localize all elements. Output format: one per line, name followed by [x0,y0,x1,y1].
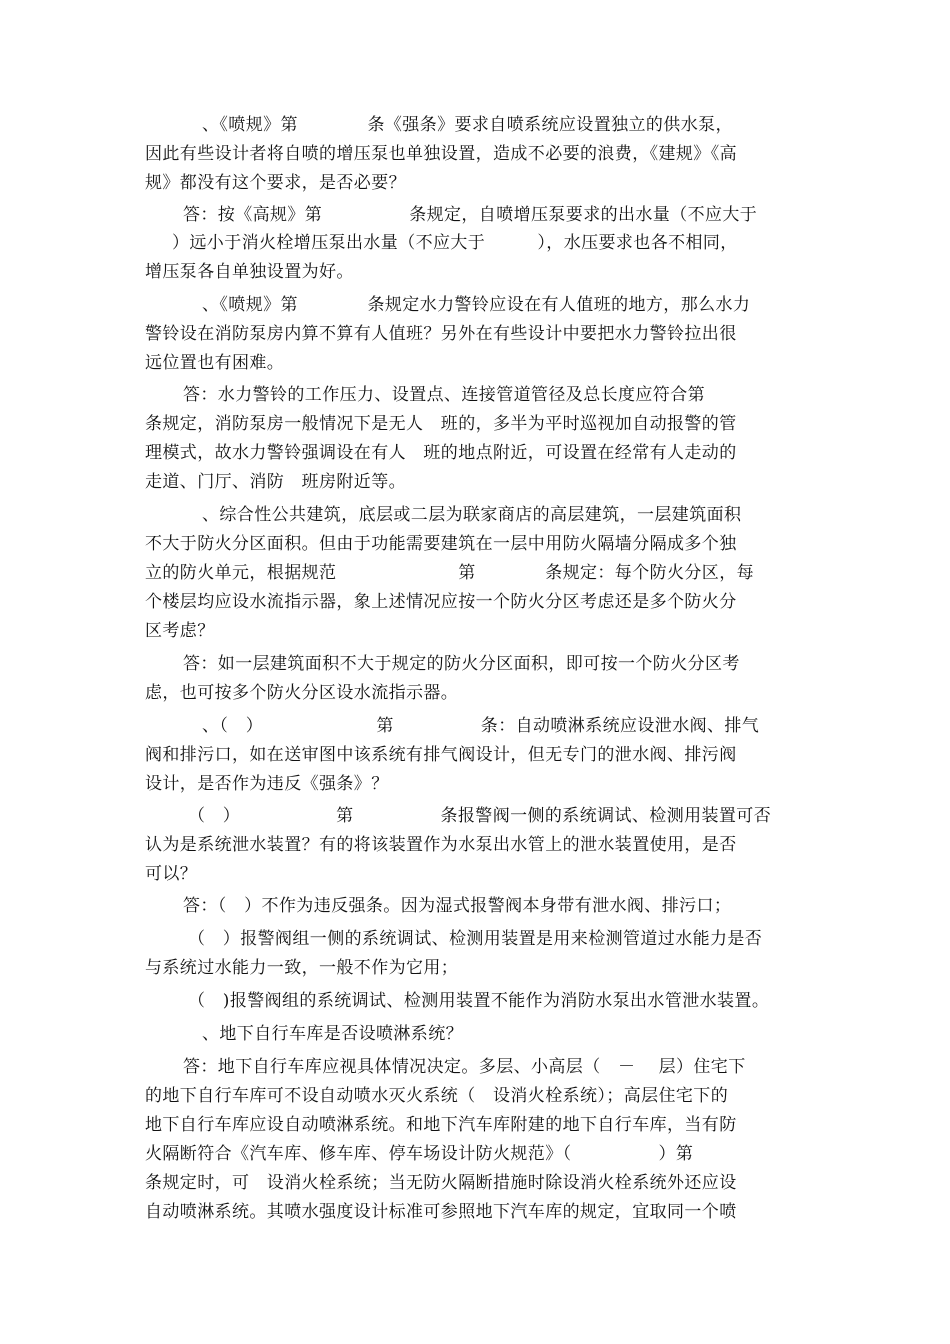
question-4-line-2: 阀和排污口，如在送审图中该系统有排气阀设计，但无专门的泄水阀、排污阀 [145,745,737,765]
answer-2-line-2: 条规定，消防泵房一般情况下是无人 班的，多半为平时巡视加自动报警的管 [145,414,737,434]
answer-2-line-4: 走道、门厅、消防 班房附近等。 [145,472,406,492]
question-3-line-4: 个楼层均应设水流指示器，象上述情况应按一个防火分区考虑还是多个防火分 [145,592,737,612]
answer-5-line-5: 条规定时，可 设消火栓系统；当无防火隔断措施时除设消火栓系统外还应设 [145,1173,737,1193]
answer-4-line-2: （ ）报警阀组一侧的系统调试、检测用装置是用来检测管道过水能力是否 [188,929,763,949]
question-2-line-2: 警铃设在消防泵房内算不算有人值班？另外在有些设计中要把水力警铃拉出很 [145,324,737,344]
answer-5-line-3: 地下自行车库应设自动喷淋系统。和地下汽车库附建的地下自行车库，当有防 [145,1115,737,1135]
question-1-line-2: 因此有些设计者将自喷的增压泵也单独设置，造成不必要的浪费，《建规》《高 [145,144,737,164]
question-5-line-1: 、地下自行车库是否设喷淋系统？ [202,1024,463,1044]
question-4-line-1: 、（ ） 第 条：自动喷淋系统应设泄水阀、排气 [202,716,760,736]
answer-5-line-6: 自动喷淋系统。其喷水强度设计标准可参照地下汽车库的规定，宜取同一个喷 [145,1202,737,1222]
answer-4-line-3: 与系统过水能力一致，一般不作为它用； [145,958,459,978]
question-3-line-1: 、综合性公共建筑，底层或二层为联家商店的高层建筑，一层建筑面积 [202,505,742,525]
answer-4-line-1: 答：（ ）不作为违反强条。因为湿式报警阀本身带有泄水阀、排污口； [183,896,732,916]
question-4-line-4: （ ） 第 条报警阀一侧的系统调试、检测用装置可否 [188,806,772,826]
answer-1-line-3: 增压泵各自单独设置为好。 [145,262,354,282]
answer-2-line-1: 答：水力警铃的工作压力、设置点、连接管道管径及总长度应符合第 [183,385,705,405]
question-2-line-1: 、《喷规》第 条规定水力警铃应设在有人值班的地方，那么水力 [202,295,751,315]
question-4-line-3: 设计，是否作为违反《强条》？ [145,774,389,794]
question-4-line-5: 认为是系统泄水装置？有的将该装置作为水泵出水管上的泄水装置使用，是否 [145,835,737,855]
answer-5-line-4: 火隔断符合《汽车库、修车库、停车场设计防火规范》（ ）第 [145,1144,694,1164]
question-1-line-3: 规》都没有这个要求，是否必要？ [145,173,406,193]
answer-4-line-4: （ )报警阀组的系统调试、检测用装置不能作为消防水泵出水管泄水装置。 [188,991,770,1011]
answer-3-line-1: 答：如一层建筑面积不大于规定的防火分区面积，即可按一个防火分区考 [183,654,740,674]
question-1-line-1: 、《喷规》第 条《强条》要求自喷系统应设置独立的供水泵， [202,115,733,135]
question-2-line-3: 远位置也有困难。 [145,353,285,373]
answer-1-line-2: ）远小于消火栓增压泵出水量（不应大于 ），水压要求也各不相同， [172,233,738,253]
question-3-line-2: 不大于防火分区面积。但由于功能需要建筑在一层中用防火隔墙分隔成多个独 [145,534,737,554]
answer-3-line-2: 虑，也可按多个防火分区设水流指示器。 [145,683,459,703]
answer-1-line-1: 答：按《高规》第 条规定，自喷增压泵要求的出水量（不应大于 [183,205,758,225]
answer-2-line-3: 理模式，故水力警铃强调设在有人 班的地点附近，可设置在经常有人走动的 [145,443,737,463]
question-4-line-6: 可以？ [145,864,198,884]
question-3-line-3: 立的防火单元，根据规范 第 条规定：每个防火分区，每 [145,563,754,583]
answer-5-line-1: 答：地下自行车库应视具体情况决定。多层、小高层（ － 层）住宅下 [183,1057,746,1077]
question-3-line-5: 区考虑？ [145,621,215,641]
answer-5-line-2: 的地下自行车库可不设自动喷水灭火系统（ 设消火栓系统）；高层住宅下的 [145,1086,729,1106]
